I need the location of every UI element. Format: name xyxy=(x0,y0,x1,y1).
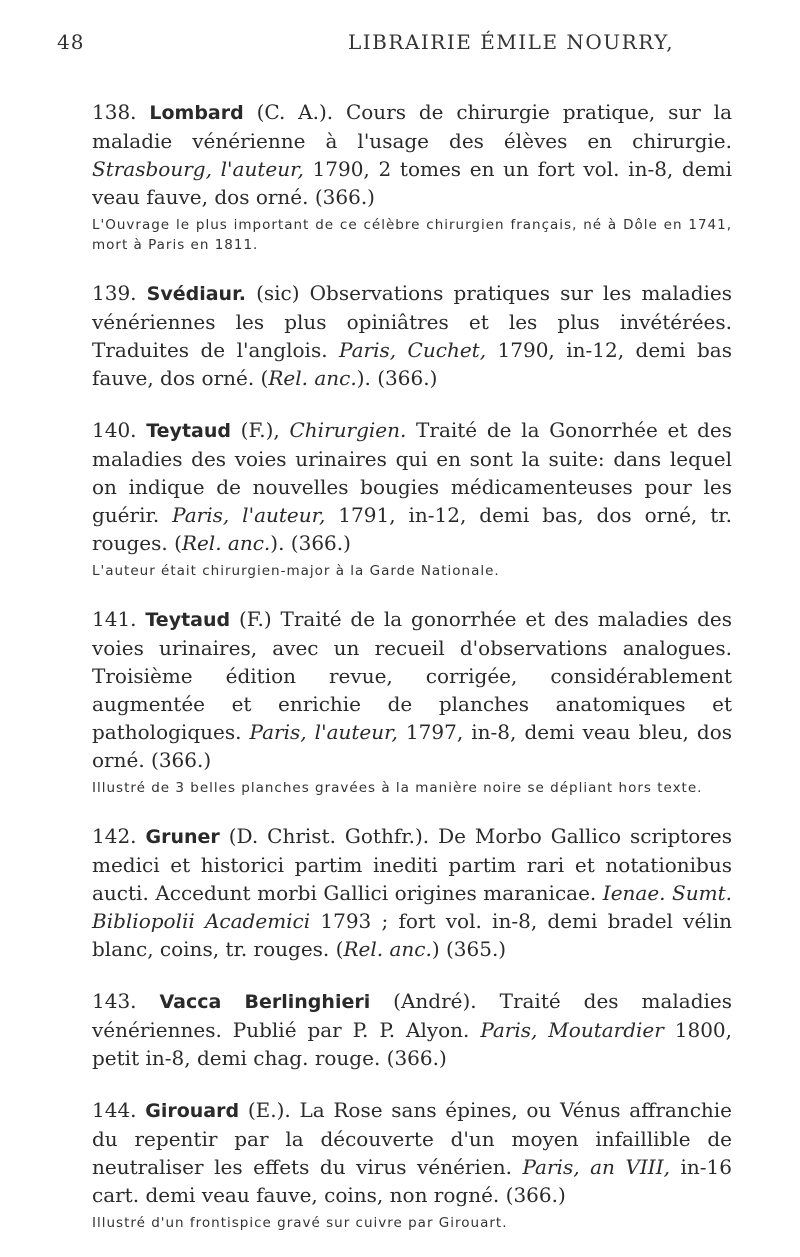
entry-description: ). (366.) xyxy=(270,531,351,555)
entry-description: (sic) Observations pratiques sur les maladies vénériennes les plus opiniâtres et les plus invétérées. Traduites de l'anglois. xyxy=(92,281,733,362)
entry-note: Illustré de 3 belles planches gravées à la manière noire se dépliant hors texte. xyxy=(92,780,703,796)
page-header xyxy=(0,28,800,60)
entry-number: 142. xyxy=(92,824,137,848)
entry-note: L'Ouvrage le plus important de ce célèbre chirurgien français, né à Dôle en 1741, mort à Paris en 1811. xyxy=(92,217,732,253)
entry-binding: Rel. anc. xyxy=(343,937,432,961)
entry-description: 1790, in-12, demi bas fauve, dos orné. ( xyxy=(92,338,732,390)
entry-author: Teytaud xyxy=(146,420,231,442)
entry-author-title: Chirurgien. xyxy=(289,418,407,442)
entry-description: Traité de la Gonorrhée et des maladies des voies urinaires qui en sont la suite: dans lequel on indique de nouvelles bougies médicamenteuses pour les guérir. xyxy=(92,418,733,527)
running-head: LIBRAIRIE ÉMILE NOURRY, xyxy=(348,30,675,54)
entry-number: 143. xyxy=(92,989,137,1013)
entry-description: (F.), xyxy=(230,418,290,442)
entry-imprint: Paris, l'auteur, xyxy=(249,720,398,744)
entry-description: (C. A.). Cours de chirurgie pratique, sur la maladie vénérienne à l'usage des élèves en chirurgie. xyxy=(92,100,732,153)
entry-number: 140. xyxy=(92,418,137,442)
entry-description: ) (365.) xyxy=(431,937,507,961)
entry-number: 138. xyxy=(92,100,137,124)
entry-number: 139. xyxy=(92,281,137,305)
entry-text xyxy=(92,987,732,1072)
catalogue-entries xyxy=(92,98,732,1257)
entry-number: 144. xyxy=(92,1098,137,1122)
entry-author: Girouard xyxy=(145,1100,240,1122)
entry-imprint: Paris, an VIII, xyxy=(522,1155,670,1179)
entry-author: Teytaud xyxy=(145,609,231,631)
entry-description: (E.). La Rose sans épines, ou Vénus affranchie du repentir par la découverte d'un moyen infaillible de neutraliser les effets du virus vénérien. xyxy=(92,1098,733,1179)
page-number: 48 xyxy=(57,30,85,54)
entry-text xyxy=(92,279,732,392)
entry-author: Vacca Berlinghieri xyxy=(159,991,371,1013)
entry-note: L'auteur était chirurgien-major à la Garde Nationale. xyxy=(92,563,500,579)
entry-imprint: Strasbourg, l'auteur, xyxy=(92,157,304,181)
entry-number: 141. xyxy=(92,607,137,631)
entry-author: Svédiaur. xyxy=(146,283,246,305)
entry-description: ). (366.) xyxy=(356,366,438,390)
entry-note: Illustré d'un frontispice gravé sur cuivre par Girouart. xyxy=(92,1215,508,1231)
catalogue-entry xyxy=(92,822,732,963)
entry-description: in-16 cart. demi veau fauve, coins, non rogné. (366.) xyxy=(92,1155,732,1207)
entry-description: 1790, 2 tomes en un fort vol. in-8, demi veau fauve, dos orné. (366.) xyxy=(92,157,732,209)
entry-description: (F.) Traité de la gonorrhée et des maladies des voies urinaires, avec un recueil d'observations analogues. Troisième édition revue, corrigée, considérablement augmentée et enrichie de planches anatomiques et pathologiques. xyxy=(92,607,733,744)
entry-description: (André). Traité des maladies vénériennes. Publié par P. P. Alyon. xyxy=(92,989,733,1042)
catalogue-entry xyxy=(92,98,732,255)
entry-text xyxy=(92,1096,732,1209)
entry-description: (D. Christ. Gothfr.). De Morbo Gallico scriptores medici et historici partim inediti partim rari et notationibus aucti. Accedunt morbi Gallici origines maranicae. xyxy=(92,824,732,905)
catalogue-entry xyxy=(92,1096,732,1233)
entry-description: 1800, petit in-8, demi chag. rouge. (366.) xyxy=(92,1018,732,1070)
entry-text xyxy=(92,98,732,211)
entry-binding: Rel. anc. xyxy=(181,531,271,555)
entry-author: Gruner xyxy=(145,826,220,848)
catalogue-entry xyxy=(92,416,732,581)
entry-text xyxy=(92,605,732,774)
entry-description: 1791, in-12, demi bas, dos orné, tr. rouges. ( xyxy=(92,503,732,555)
entry-description: 1793 ; fort vol. in-8, demi bradel vélin blanc, coins, tr. rouges. ( xyxy=(92,909,732,961)
entry-imprint: Paris, l'auteur, xyxy=(172,503,326,527)
catalogue-entry xyxy=(92,605,732,798)
entry-text xyxy=(92,822,732,963)
entry-description: 1797, in-8, demi veau bleu, dos orné. (366.) xyxy=(92,720,732,772)
entry-text xyxy=(92,416,732,557)
catalogue-entry xyxy=(92,279,732,392)
entry-binding: Rel. anc. xyxy=(268,366,357,390)
entry-imprint: Paris, Moutardier xyxy=(480,1018,664,1042)
catalogue-entry xyxy=(92,987,732,1072)
entry-author: Lombard xyxy=(149,102,244,124)
entry-imprint: Paris, Cuchet, xyxy=(339,338,487,362)
entry-imprint: Ienae. Sumt. Bibliopolii Academici xyxy=(92,881,732,933)
